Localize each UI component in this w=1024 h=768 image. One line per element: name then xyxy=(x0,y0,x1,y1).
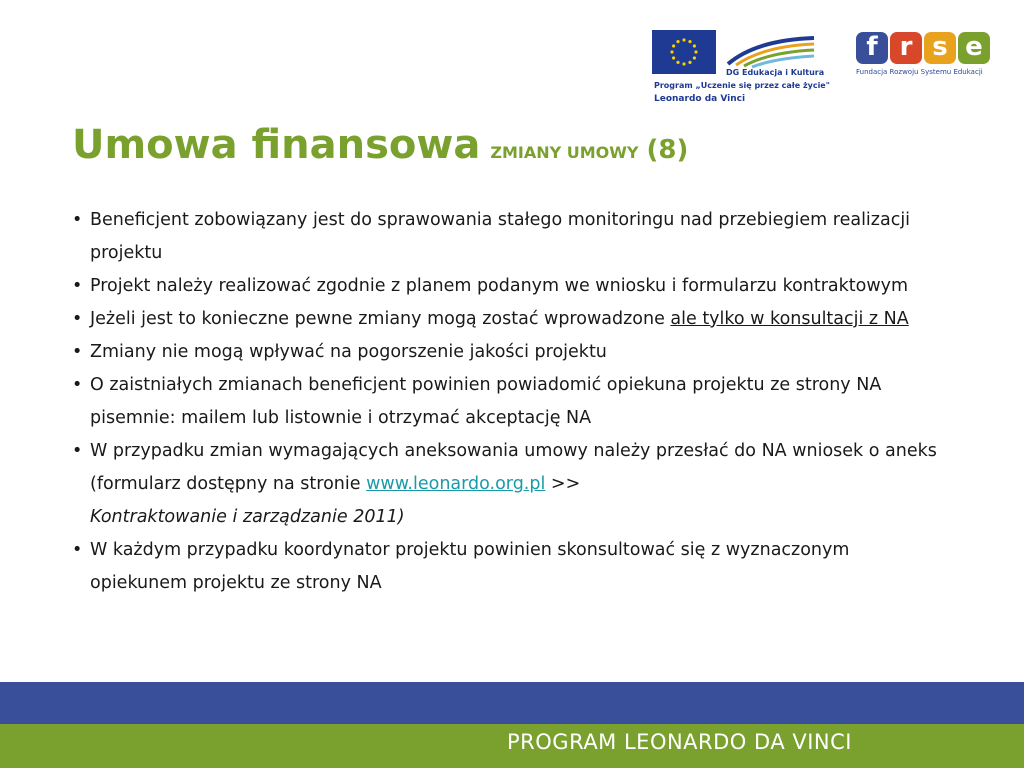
bullet-item: • O zaistniałych zmianach beneficjent powinien powiadomić opiekuna projektu ze strony NA pisemnie: mailem lub listownie i otrzymać akceptację NA xyxy=(72,369,952,435)
bullet-list xyxy=(72,204,952,600)
eu-leonardo-label: Leonardo da Vinci xyxy=(654,94,746,104)
frse-letter-f: f xyxy=(856,32,888,64)
footer-text: PROGRAM LEONARDO DA VINCI xyxy=(507,730,852,754)
leonardo-website-link[interactable]: www.leonardo.org.pl xyxy=(366,474,546,494)
bullet-item xyxy=(72,303,952,336)
bullet-item xyxy=(72,435,952,534)
eu-program-label: Program „Uczenie się przez całe życie" xyxy=(654,81,830,90)
bullet-item: • Projekt należy realizować zgodnie z planem podanym we wniosku i formularzu kontraktowym xyxy=(72,270,952,303)
arrow-text: >> xyxy=(545,474,581,494)
leonardo-logo xyxy=(652,30,828,108)
footer-program-label xyxy=(0,730,1024,754)
bullet-item: • W każdym przypadku koordynator projektu powinien skonsultować się z wyznaczonym opiekunem projektu ze strony NA xyxy=(72,534,952,600)
bullet-item: • Zmiany nie mogą wpływać na pogorszenie jakości projektu xyxy=(72,336,952,369)
title-sub: ZMIANY UMOWY xyxy=(490,143,639,162)
frse-letter-r: r xyxy=(890,32,922,64)
title-number: (8) xyxy=(646,135,689,165)
eu-dg-label: DG Edukacja i Kultura xyxy=(726,68,825,77)
eu-flag-icon xyxy=(652,30,716,74)
bullet-text: Jeżeli jest to konieczne pewne zmiany mogą zostać wprowadzone xyxy=(90,309,671,329)
frse-logo xyxy=(856,32,996,84)
frse-letter-s: s xyxy=(924,32,956,64)
frse-caption: Fundacja Rozwoju Systemu Edukacji xyxy=(856,68,983,76)
italic-text: Kontraktowanie i zarządzanie 2011) xyxy=(90,507,405,527)
bullet-item: • Beneficjent zobowiązany jest do sprawowania stałego monitoringu nad przebiegiem realizacji projektu xyxy=(72,204,952,270)
page-title xyxy=(72,122,688,168)
bullet-text: W przypadku zmian wymagających aneksowania umowy należy przesłać do NA wniosek o aneks (formularz dostępny na stronie xyxy=(90,441,937,494)
footer-blue-band xyxy=(0,682,1024,724)
title-main: Umowa finansowa xyxy=(72,122,481,168)
underlined-text: ale tylko w konsultacji z NA xyxy=(670,309,909,329)
frse-letter-e: e xyxy=(958,32,990,64)
lifelong-learning-swoosh-icon xyxy=(726,34,816,70)
